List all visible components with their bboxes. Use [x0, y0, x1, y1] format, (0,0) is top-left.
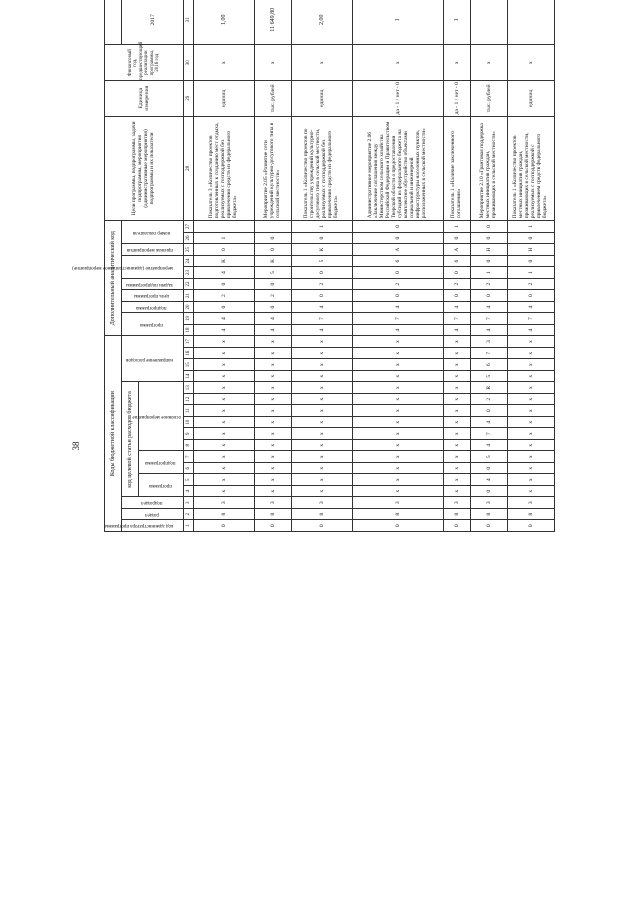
column-number: 6 — [184, 463, 194, 475]
table-body — [194, 0, 555, 532]
code-cell: 5 — [471, 371, 508, 383]
code-cell: 0 — [508, 290, 555, 302]
code-cell: x — [292, 394, 353, 406]
code-cell: 0 — [353, 232, 444, 244]
code-cell: 1 — [508, 267, 555, 279]
code-cell: 7 — [444, 313, 471, 325]
row-unit: единиц — [194, 80, 255, 116]
code-cell: 4 — [471, 440, 508, 452]
code-cell: 0 — [353, 520, 444, 532]
code-cell: x — [508, 428, 555, 440]
year-header-2017: 2017 — [122, 0, 184, 45]
column-number: 21 — [184, 290, 194, 302]
code-cell: 0 — [508, 255, 555, 267]
code-cell: 7 — [508, 313, 555, 325]
code-cell: x — [194, 474, 255, 486]
code-cell: 4 — [471, 417, 508, 429]
column-number: 16 — [184, 348, 194, 360]
table-row — [508, 0, 555, 532]
code-cell: 0 — [255, 244, 292, 256]
code-cell: 4 — [194, 324, 255, 336]
expense-dir-header: направление расходов — [122, 336, 184, 382]
row-unit: тыс. рублей — [255, 80, 292, 116]
code-cell: 4 — [292, 324, 353, 336]
code-cell: x — [353, 417, 444, 429]
row-description: Показатель 3 «Количество проектов подготовленных к созданию мест отдыха, реализуемых с господдержкой без привлечения средств из федерального бюджета» — [194, 116, 255, 221]
column-number: 10 — [184, 417, 194, 429]
code-cell: 7 — [471, 348, 508, 360]
column-number: 11 — [184, 405, 194, 417]
code-cell: 3 — [255, 497, 292, 509]
code-cell: x — [508, 382, 555, 394]
code-cell: x — [353, 486, 444, 498]
code-cell: 1 — [471, 267, 508, 279]
code-cell: x — [508, 394, 555, 406]
code-cell: x — [444, 463, 471, 475]
code-cell: 0 — [508, 520, 555, 532]
column-number: 1 — [184, 520, 194, 532]
table-row — [471, 0, 508, 532]
code-cell: 8 — [255, 509, 292, 521]
column-number: 12 — [184, 394, 194, 406]
code-cell: 2 — [255, 290, 292, 302]
column-number: 23 — [184, 267, 194, 279]
row-unit: да - 1 / нет - 0 — [353, 80, 444, 116]
code-cell: 4 — [353, 324, 444, 336]
code-cell: x — [292, 451, 353, 463]
code-cell: x — [444, 359, 471, 371]
code-cell: 0 — [292, 520, 353, 532]
column-number: 17 — [184, 336, 194, 348]
code-cell: x — [444, 405, 471, 417]
row-unit: тыс. рублей — [471, 80, 508, 116]
code-cell: 4 — [255, 313, 292, 325]
code-cell: x — [508, 336, 555, 348]
code-cell: 0 — [444, 290, 471, 302]
code-cell: x — [353, 394, 444, 406]
code-cell: 2 — [471, 278, 508, 290]
main-measure-article-header: основное мероприятие — [139, 382, 184, 451]
code-cell: x — [255, 474, 292, 486]
code-cell: К — [194, 255, 255, 267]
column-number: 28 — [184, 116, 194, 221]
podrazdel-header: подраздел — [122, 497, 184, 509]
row-fin-year: x — [353, 45, 444, 81]
column-number: 7 — [184, 451, 194, 463]
code-cell: x — [508, 451, 555, 463]
row-fin-year: x — [471, 45, 508, 81]
column-number: 26 — [184, 232, 194, 244]
row-fin-year: x — [194, 45, 255, 81]
code-cell: x — [194, 440, 255, 452]
goal-column-header: Цели программы, подпрограммы, задачи подпрограммы, мероприятия (административные мероприятия) подпрограммы и их показатели — [105, 116, 184, 221]
code-cell: 5 — [471, 451, 508, 463]
row-fin-year: x — [508, 45, 555, 81]
code-cell: 0 — [471, 232, 508, 244]
code-cell: x — [292, 371, 353, 383]
budget-codes-header: Коды бюджетной классификации — [105, 336, 122, 532]
subprogram-code-header: подпрограмма — [122, 301, 184, 313]
code-cell: 0 — [194, 278, 255, 290]
code-cell: 2 — [194, 290, 255, 302]
code-cell: x — [194, 336, 255, 348]
code-cell: 0 — [471, 255, 508, 267]
row-description: Мероприятие 2.10 «Грантовая поддержка местных инициатив граждан, проживающих в сельской местности» — [471, 116, 508, 221]
code-cell: x — [508, 417, 555, 429]
code-cell: x — [194, 371, 255, 383]
row-unit: единиц — [508, 80, 555, 116]
code-cell: 0 — [444, 520, 471, 532]
code-cell: 0 — [194, 520, 255, 532]
code-cell: x — [353, 474, 444, 486]
code-cell: x — [292, 428, 353, 440]
code-cell: x — [353, 428, 444, 440]
analytic-codes-header: Дополнительный аналитический код — [105, 221, 122, 336]
code-cell: 2 — [471, 394, 508, 406]
code-cell: 0 — [353, 290, 444, 302]
column-number: 13 — [184, 382, 194, 394]
code-cell: Н — [471, 244, 508, 256]
code-cell: 3 — [194, 497, 255, 509]
code-cell: x — [353, 359, 444, 371]
code-cell: 0 — [471, 290, 508, 302]
code-cell — [255, 221, 292, 233]
code-cell: 3 — [508, 497, 555, 509]
code-cell: 5 — [292, 255, 353, 267]
code-cell: 7 — [353, 313, 444, 325]
code-cell: x — [292, 348, 353, 360]
column-number: 24 — [184, 255, 194, 267]
column-numbers-row — [184, 0, 194, 532]
code-cell: x — [292, 463, 353, 475]
code-cell: 4 — [292, 301, 353, 313]
column-number: 31 — [184, 0, 194, 45]
measure-code-header: мероприятие (административное мероприятие) — [122, 255, 184, 278]
code-cell: x — [292, 336, 353, 348]
code-cell: x — [444, 371, 471, 383]
code-cell: 0 — [255, 520, 292, 532]
task-code-header: задачи подпрограммы — [122, 278, 184, 290]
code-cell: 6 — [471, 359, 508, 371]
year-value-2017: 11 649,80 — [255, 0, 292, 45]
row-fin-year: x — [444, 45, 471, 81]
table-row — [194, 0, 255, 532]
code-cell: 0 — [508, 232, 555, 244]
row-unit: единиц — [292, 80, 353, 116]
code-cell: 0 — [444, 267, 471, 279]
code-cell: x — [194, 348, 255, 360]
code-cell: 2 — [292, 278, 353, 290]
code-cell: 8 — [292, 509, 353, 521]
row-description: Показатель 1 «Наличие заключенного соглашения» — [444, 116, 471, 221]
year-value-2017: 1 — [444, 0, 471, 45]
code-cell: 0 — [255, 232, 292, 244]
indicator-type-header: признак мероприятия — [122, 244, 184, 256]
column-number: 8 — [184, 440, 194, 452]
row-description: Административное мероприятие 2.06 «Заключение соглашения между Министерством сельского хозяйства Российской Федерации и Правительством Тверской области о предоставлении субсидий из федерального бюджета на комплексное обустройство объектами социальной и инженерной инфраструктуры населенных пунктов, расположенных в сельской местности» — [353, 116, 444, 221]
year-value-2017 — [471, 0, 508, 45]
code-cell: 2 — [444, 278, 471, 290]
code-cell: 0 — [444, 232, 471, 244]
code-cell: Н — [508, 244, 555, 256]
code-cell: 0 — [471, 520, 508, 532]
code-cell: x — [444, 428, 471, 440]
code-cell: x — [255, 440, 292, 452]
code-cell: x — [194, 463, 255, 475]
code-cell: x — [353, 451, 444, 463]
code-cell: 0 — [471, 463, 508, 475]
code-cell: А — [444, 244, 471, 256]
code-cell: x — [444, 417, 471, 429]
code-cell: x — [255, 486, 292, 498]
code-cell: x — [292, 440, 353, 452]
subprogram-article-header: подпрограмма — [139, 451, 184, 474]
code-cell: 8 — [508, 509, 555, 521]
table-row — [353, 0, 444, 532]
code-cell: 4 — [471, 324, 508, 336]
code-cell: x — [194, 394, 255, 406]
column-number: 4 — [184, 486, 194, 498]
code-cell: x — [508, 405, 555, 417]
code-cell: x — [508, 486, 555, 498]
code-cell: x — [255, 451, 292, 463]
year-value-2017: 2,00 — [292, 0, 353, 45]
years-group-header — [105, 0, 122, 45]
code-cell: 4 — [444, 301, 471, 313]
razdel-header: раздел — [122, 509, 184, 521]
code-cell: 4 — [255, 324, 292, 336]
code-cell: x — [444, 451, 471, 463]
program-code-header: программа — [122, 313, 184, 336]
column-number: 25 — [184, 244, 194, 256]
code-cell: x — [292, 474, 353, 486]
code-cell: К — [292, 244, 353, 256]
column-number: 22 — [184, 278, 194, 290]
code-cell: 4 — [508, 324, 555, 336]
code-cell: 3 — [353, 497, 444, 509]
code-cell: 0 — [292, 232, 353, 244]
code-cell: x — [194, 417, 255, 429]
table-row — [444, 0, 471, 532]
code-cell: 5 — [255, 267, 292, 279]
code-cell: А — [353, 244, 444, 256]
code-cell: 8 — [194, 509, 255, 521]
code-cell: R — [471, 382, 508, 394]
column-number: 15 — [184, 359, 194, 371]
code-cell: x — [255, 405, 292, 417]
table-row — [292, 0, 353, 532]
column-number: 3 — [184, 497, 194, 509]
code-cell: x — [444, 336, 471, 348]
code-cell: x — [255, 463, 292, 475]
row-description: Мероприятие 2.05 «Развитие сети учреждений культурно-досугового типа в сельской местности» — [255, 116, 292, 221]
code-cell: x — [353, 382, 444, 394]
column-number: 2 — [184, 509, 194, 521]
code-cell — [194, 221, 255, 233]
code-cell: x — [444, 474, 471, 486]
code-cell: 3 — [471, 497, 508, 509]
year-value-2017: 1,00 — [194, 0, 255, 45]
code-cell: 1 — [444, 221, 471, 233]
code-cell: x — [255, 371, 292, 383]
code-cell: 8 — [471, 509, 508, 521]
code-cell: 1 — [292, 221, 353, 233]
code-cell: x — [255, 382, 292, 394]
code-cell: x — [292, 417, 353, 429]
code-cell: x — [194, 382, 255, 394]
code-cell: 0 — [471, 486, 508, 498]
column-number: 27 — [184, 221, 194, 233]
code-cell: x — [508, 463, 555, 475]
code-cell: x — [353, 405, 444, 417]
page-number: 38 — [71, 441, 81, 451]
indicator-num-header: номер показателя — [122, 221, 184, 244]
code-cell: x — [444, 486, 471, 498]
code-cell: 1 — [194, 232, 255, 244]
adm-code-header: код администратора программы — [122, 520, 184, 532]
code-cell: x — [444, 394, 471, 406]
code-cell: К — [255, 255, 292, 267]
code-cell: x — [353, 336, 444, 348]
code-cell: x — [292, 382, 353, 394]
code-cell: x — [194, 405, 255, 417]
code-cell: x — [444, 440, 471, 452]
code-cell: 0 — [471, 221, 508, 233]
row-fin-year: x — [292, 45, 353, 81]
code-cell: x — [444, 382, 471, 394]
column-number: 30 — [184, 45, 194, 81]
code-cell: x — [255, 336, 292, 348]
row-unit: да - 1 / нет - 0 — [444, 80, 471, 116]
column-number: 14 — [184, 371, 194, 383]
code-cell: x — [508, 440, 555, 452]
code-cell: 0 — [292, 290, 353, 302]
column-number: 9 — [184, 428, 194, 440]
code-cell: x — [292, 359, 353, 371]
code-cell: x — [508, 474, 555, 486]
code-cell: 4 — [353, 301, 444, 313]
code-cell: 2 — [508, 278, 555, 290]
unit-column-header: Единица измерения — [105, 80, 184, 116]
code-cell: 6 — [444, 255, 471, 267]
code-cell: x — [194, 451, 255, 463]
code-cell: x — [292, 486, 353, 498]
code-cell: 0 — [255, 301, 292, 313]
year-value-2017 — [508, 0, 555, 45]
code-cell: x — [255, 428, 292, 440]
column-number: 29 — [184, 80, 194, 116]
code-cell: 7 — [292, 313, 353, 325]
code-cell: 3 — [292, 497, 353, 509]
code-cell: 0 — [194, 244, 255, 256]
code-cell: x — [353, 440, 444, 452]
code-cell: 4 — [194, 313, 255, 325]
code-cell: x — [353, 463, 444, 475]
code-cell: x — [508, 371, 555, 383]
fin-year-column-header: Финансовый год, предшествующий реализации программы, 2016 год — [105, 45, 184, 81]
table-row — [255, 0, 292, 532]
year-value-2017: 1 — [353, 0, 444, 45]
program-article-header: программа — [139, 474, 184, 497]
code-cell: 0 — [471, 405, 508, 417]
code-cell: 4 — [471, 301, 508, 313]
code-cell: x — [255, 359, 292, 371]
code-cell: 0 — [353, 221, 444, 233]
code-cell: x — [194, 359, 255, 371]
row-description: Показатель 1 «Количество проектов по строительству учреждений культурно-досугового типа в сельской местности, реализуемых с господдержкой без привлечения средств из федерального бюджета» — [292, 116, 353, 221]
code-cell: 8 — [353, 509, 444, 521]
code-cell: x — [508, 359, 555, 371]
code-cell: 7 — [471, 428, 508, 440]
code-cell: 0 — [353, 267, 444, 279]
code-cell: x — [353, 348, 444, 360]
code-cell: x — [194, 428, 255, 440]
code-cell: 6 — [353, 255, 444, 267]
column-number: 18 — [184, 324, 194, 336]
code-cell: 4 — [444, 324, 471, 336]
code-cell: 0 — [292, 267, 353, 279]
code-cell: 3 — [444, 497, 471, 509]
code-cell: x — [292, 405, 353, 417]
code-cell: 4 — [508, 301, 555, 313]
code-cell: 1 — [508, 221, 555, 233]
column-number: 19 — [184, 313, 194, 325]
code-cell: x — [444, 348, 471, 360]
code-cell: x — [255, 348, 292, 360]
code-cell: 0 — [194, 301, 255, 313]
code-cell: 4 — [471, 474, 508, 486]
column-number: 20 — [184, 301, 194, 313]
goal-code-header: цель программы — [122, 290, 184, 302]
row-description: Показатель 1 «Количество проектов местных инициатив граждан, проживающих в сельской местности, реализуемых с господдержкой с привлечением средств федерального бюджета» — [508, 116, 555, 221]
code-cell: x — [255, 417, 292, 429]
code-cell: x — [353, 371, 444, 383]
code-cell: x — [194, 486, 255, 498]
code-cell: 2 — [353, 278, 444, 290]
expense-article-header: код целевой статьи расходов бюджета — [122, 382, 139, 497]
code-cell: 4 — [194, 267, 255, 279]
code-cell: 8 — [444, 509, 471, 521]
code-cell: 7 — [471, 313, 508, 325]
code-cell: 3 — [471, 336, 508, 348]
column-number: 5 — [184, 474, 194, 486]
row-fin-year: x — [255, 45, 292, 81]
code-cell: x — [255, 394, 292, 406]
code-cell: x — [508, 348, 555, 360]
code-cell: 0 — [255, 278, 292, 290]
